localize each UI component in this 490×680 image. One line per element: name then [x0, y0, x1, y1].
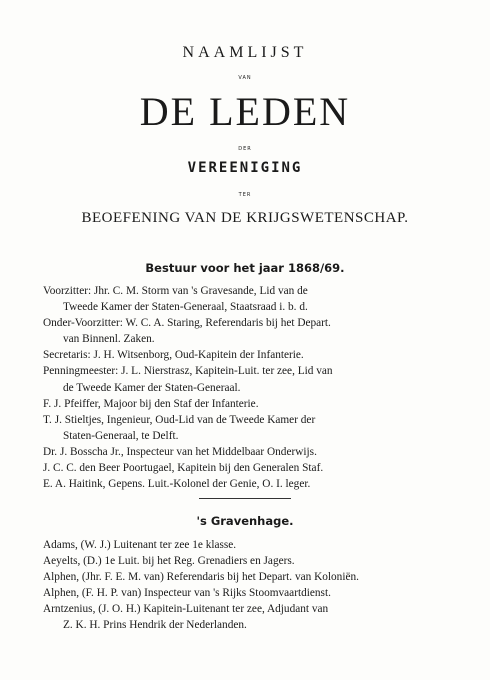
list-item: E. A. Haitink, Gepens. Luit.-Kolonel der Genie, O. I. leger.	[43, 478, 311, 491]
member-list	[43, 537, 463, 634]
small-word-der: DER	[238, 146, 252, 152]
list-item: Z. K. H. Prins Hendrik der Nederlanden.	[63, 619, 247, 632]
list-item: Dr. J. Bosscha Jr., Inspecteur van het Middelbaar Onderwijs.	[43, 445, 317, 458]
list-item: de Tweede Kamer der Staten-Generaal.	[63, 381, 241, 394]
city-heading: 's Gravenhage.	[196, 514, 294, 528]
list-item: Voorzitter: Jhr. C. M. Storm van 's Gravesande, Lid van de	[43, 285, 308, 297]
list-item: Penningmeester: J. L. Nierstrasz, Kapitein-Luit. ter zee, Lid van	[43, 365, 333, 378]
small-word-ter: TER	[238, 192, 252, 198]
title-vereeniging: VEREENIGING	[187, 160, 303, 176]
title-naamlijst: NAAMLIJST	[182, 44, 308, 61]
list-item: Staten-Generaal, te Delft.	[63, 429, 179, 442]
list-item: F. J. Pfeiffer, Majoor bij den Staf der Infanterie.	[43, 397, 259, 410]
list-item: Aeyelts, (D.) 1e Luit. bij het Reg. Grenadiers en Jagers.	[43, 555, 295, 568]
board-heading: Bestuur voor het jaar 1868/69.	[145, 261, 345, 275]
list-item: T. J. Stieltjes, Ingenieur, Oud-Lid van de Tweede Kamer der	[43, 413, 316, 426]
title-beoefening: BEOEFENING VAN DE KRIJGSWETENSCHAP.	[81, 210, 409, 226]
list-item: Alphen, (F. H. P. van) Inspecteur van 's Rijks Stoomvaartdienst.	[43, 587, 331, 600]
list-item: Adams, (W. J.) Luitenant ter zee 1e klasse.	[43, 539, 237, 551]
board-list	[43, 283, 463, 492]
list-item: J. C. C. den Beer Poortugael, Kapitein bij den Generalen Staf.	[43, 462, 324, 475]
list-item: van Binnenl. Zaken.	[63, 333, 155, 346]
small-word-van: VAN	[238, 75, 252, 81]
divider	[199, 498, 291, 499]
list-item: Alphen, (Jhr. F. E. M. van) Referendaris bij het Depart. van Koloniën.	[43, 571, 359, 584]
list-item: Onder-Voorzitter: W. C. A. Staring, Referendaris bij het Depart.	[43, 317, 331, 330]
list-item: Secretaris: J. H. Witsenborg, Oud-Kapitein der Infanterie.	[43, 349, 304, 362]
list-item: Tweede Kamer der Staten-Generaal, Staatsraad i. b. d.	[63, 301, 308, 314]
title-de-leden: DE LEDEN	[139, 89, 351, 134]
list-item: Arntzenius, (J. O. H.) Kapitein-Luitenant ter zee, Adjudant van	[43, 603, 329, 616]
